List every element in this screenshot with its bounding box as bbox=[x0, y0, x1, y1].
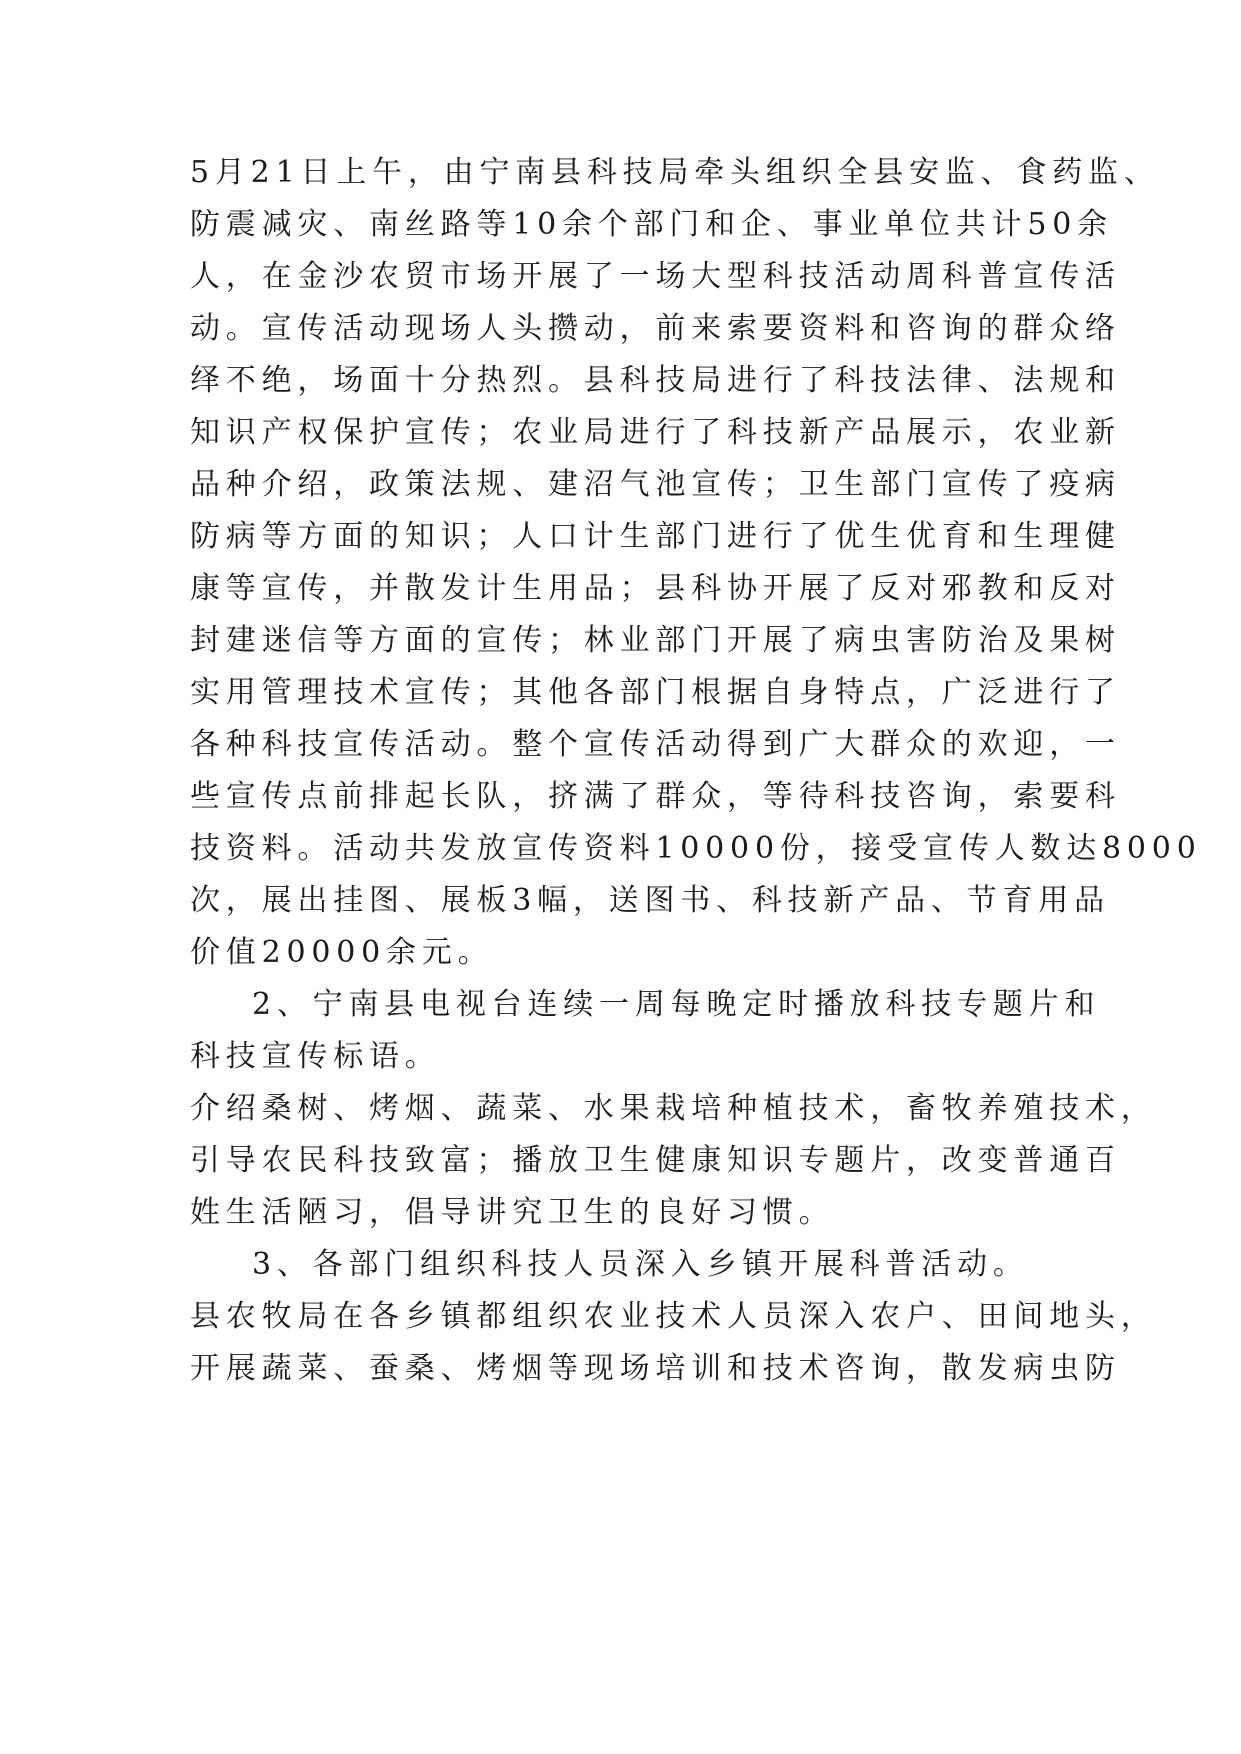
text-line: 些宣传点前排起长队，挤满了群众，等待科技咨询，索要科 bbox=[190, 779, 1121, 814]
text-line: 各种科技宣传活动。整个宣传活动得到广大群众的欢迎，一 bbox=[190, 727, 1121, 762]
section-heading-2 bbox=[190, 979, 1101, 1083]
text-line: 人，在金沙农贸市场开展了一场大型科技活动周科普宣传活 bbox=[190, 259, 1121, 294]
paragraph-3 bbox=[190, 1291, 1157, 1395]
paragraph-1 bbox=[190, 147, 1202, 979]
text-line: 封建迷信等方面的宣传；林业部门开展了病虫害防治及果树 bbox=[190, 623, 1121, 658]
heading-line: 科技宣传标语。 bbox=[190, 1039, 441, 1074]
text-line: 引导农民科技致富；播放卫生健康知识专题片，改变普通百 bbox=[190, 1143, 1121, 1178]
text-line: 次，展出挂图、展板3幅，送图书、科技新产品、节育用品 bbox=[190, 883, 1110, 918]
text-line: 防病等方面的知识；人口计生部门进行了优生优育和生理健 bbox=[190, 519, 1121, 554]
heading-line: 3、各部门组织科技人员深入乡镇开展科普活动。 bbox=[252, 1247, 1029, 1282]
text-line: 实用管理技术宣传；其他各部门根据自身特点，广泛进行了 bbox=[190, 675, 1121, 710]
text-line: 康等宣传，并散发计生用品；县科协开展了反对邪教和反对 bbox=[190, 571, 1121, 606]
text-line: 知识产权保护宣传；农业局进行了科技新产品展示，农业新 bbox=[190, 415, 1121, 450]
text-line: 绎不绝，场面十分热烈。县科技局进行了科技法律、法规和 bbox=[190, 363, 1121, 398]
text-line: 技资料。活动共发放宣传资料10000份，接受宣传人数达8000 bbox=[190, 831, 1202, 866]
text-line: 县农牧局在各乡镇都组织农业技术人员深入农户、田间地头， bbox=[190, 1299, 1157, 1334]
text-line: 防震减灾、南丝路等10余个部门和企、事业单位共计50余 bbox=[190, 207, 1113, 242]
text-line: 介绍桑树、烤烟、蔬菜、水果栽培种植技术，畜牧养殖技术， bbox=[190, 1091, 1157, 1126]
text-line: 开展蔬菜、蚕桑、烤烟等现场培训和技术咨询，散发病虫防 bbox=[190, 1351, 1121, 1386]
heading-line: 2、宁南县电视台连续一周每晚定时播放科技专题片和 bbox=[252, 987, 1101, 1022]
text-line: 5月21日上午，由宁南县科技局牵头组织全县安监、食药监、 bbox=[190, 155, 1160, 190]
text-line: 品种介绍，政策法规、建沼气池宣传；卫生部门宣传了疫病 bbox=[190, 467, 1121, 502]
section-heading-3 bbox=[190, 1239, 1060, 1291]
text-line: 姓生活陋习，倡导讲究卫生的良好习惯。 bbox=[190, 1195, 835, 1230]
paragraph-2 bbox=[190, 1083, 1157, 1239]
text-line: 动。宣传活动现场人头攒动，前来索要资料和咨询的群众络 bbox=[190, 311, 1121, 346]
text-line: 价值20000余元。 bbox=[190, 935, 494, 970]
